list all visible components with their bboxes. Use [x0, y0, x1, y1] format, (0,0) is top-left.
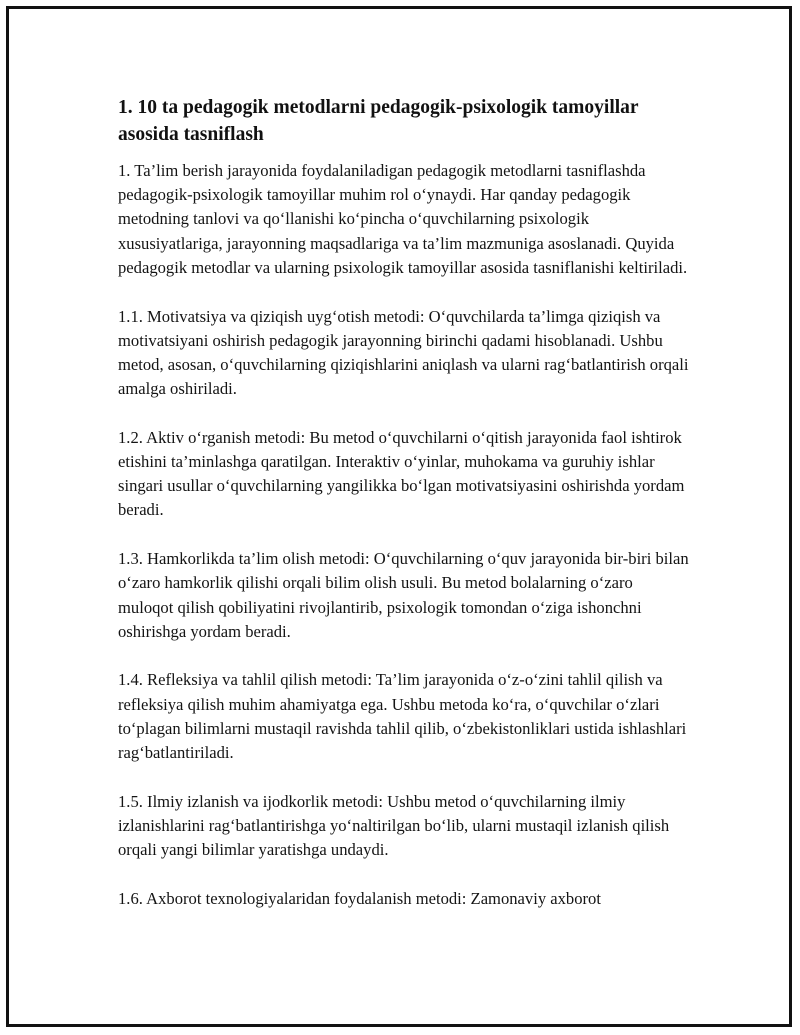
section-heading: 1. 10 ta pedagogik metodlarni pedagogik-psixologik tamoyillar asosida tasniflash	[118, 97, 639, 145]
paragraph-1-1: 1.1. Motivatsiya va qiziqish uyg‘otish metodi: O‘quvchilarda ta’limga qiziqish va motivatsiyani oshirish pedagogik jarayonning birinchi qadami hisoblanadi. Ushbu metod, asosan, o‘quvchilarning qiziqishlarini aniqlash va ularni rag‘batlantirish orqali amalga oshiriladi.	[118, 306, 689, 399]
paragraph-intro: 1. Ta’lim berish jarayonida foydalaniladigan pedagogik metodlarni tasniflashda pedagogik-psixologik tamoyillar muhim rol o‘ynaydi. Har qanday pedagogik metodning tanlovi va qo‘llanishi ko‘pincha o‘quvchilarning psixologik xususiyatlariga, jarayonning maqsadlariga va ta’lim mazmuniga asoslanadi. Quyida pedagogik metodlar va ularning psixologik tamoyillar asosida tasniflanishi keltiriladi.	[118, 161, 688, 277]
paragraph-1-2: 1.2. Aktiv o‘rganish metodi: Bu metod o‘quvchilarni o‘qitish jarayonida faol ishtirok etishini ta’minlashga qaratilgan. Interaktiv o‘yinlar, muhokama va guruhiy ishlar singari usullar o‘quvchilarning yangilikka bo‘lgan motivatsiyasini oshirishda yordam beradi.	[118, 427, 685, 520]
paragraph-1-4: 1.4. Refleksiya va tahlil qilish metodi: Ta’lim jarayonida o‘z-o‘zini tahlil qilish va refleksiya qilish muhim ahamiyatga ega. Ushbu metoda ko‘ra, o‘quvchilar o‘zlari to‘plagan bilimlarni mustaqil ravishda tahlil qilib, o‘zbekistonliklari ustida ishlashlari rag‘batlantiriladi.	[118, 670, 687, 763]
paragraph-1-5: 1.5. Ilmiy izlanish va ijodkorlik metodi: Ushbu metod o‘quvchilarning ilmiy izlanishlarini rag‘batlantirishga yo‘naltirilgan bo‘lib, ularni mustaqil izlanish qilish orqali yangi bilimlar yaratishga undaydi.	[118, 791, 670, 860]
paragraph-1-3: 1.3. Hamkorlikda ta’lim olish metodi: O‘quvchilarning o‘quv jarayonida bir-biri bilan o‘zaro hamkorlik qilishi orqali bilim olish usuli. Bu metod bolalarning o‘zaro muloqot qilish qobiliyatini rivojlantirib, psixologik tomondan o‘ziga ishonchni oshirishga yordam beradi.	[118, 549, 689, 641]
document-body	[118, 94, 690, 936]
paragraph-1-6: 1.6. Axborot texnologiyalaridan foydalanish metodi: Zamonaviy axborot	[118, 888, 601, 908]
